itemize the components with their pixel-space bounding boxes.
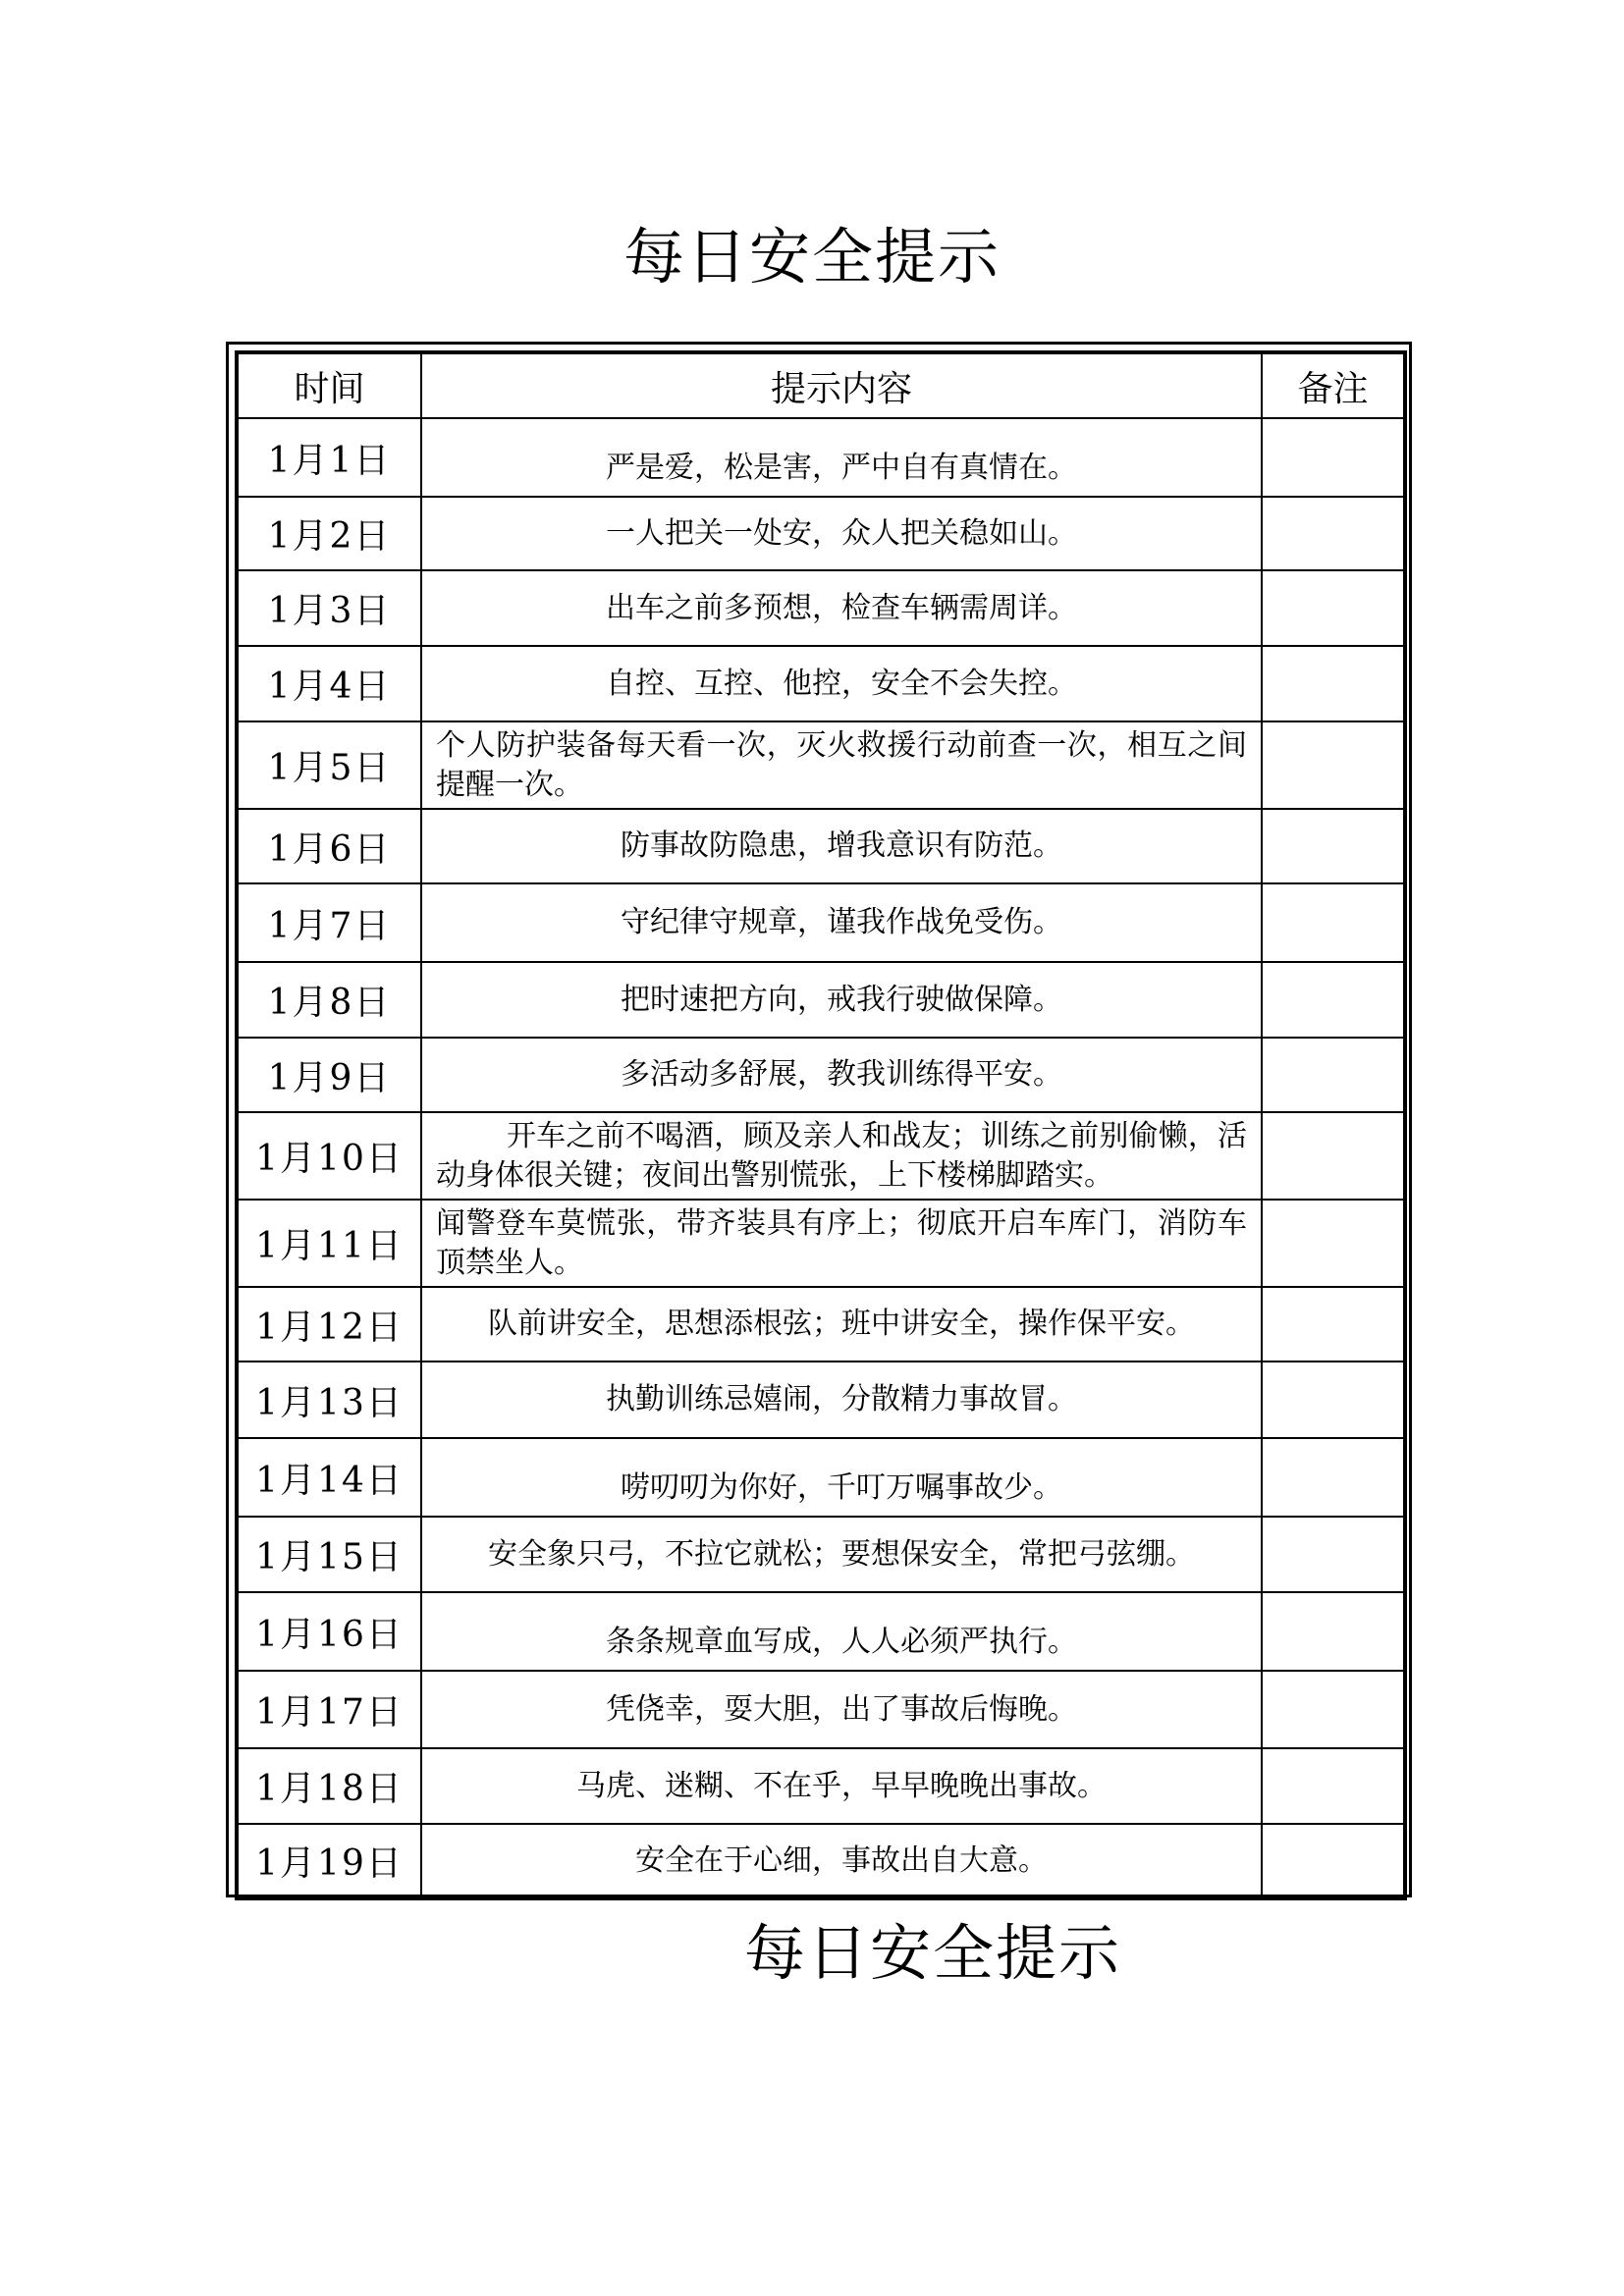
row-content: 自控、互控、他控，安全不会失控。 xyxy=(421,646,1262,721)
row-content: 严是爱，松是害，严中自有真情在。 xyxy=(421,418,1262,497)
table-row xyxy=(237,1592,1405,1671)
row-content: 队前讲安全，思想添根弦；班中讲安全，操作保平安。 xyxy=(421,1287,1262,1362)
row-note xyxy=(1262,1038,1405,1112)
row-note xyxy=(1262,1362,1405,1438)
row-note xyxy=(1262,497,1405,570)
row-date: 1月7日 xyxy=(237,883,421,962)
row-date: 1月15日 xyxy=(237,1517,421,1592)
row-date: 1月3日 xyxy=(237,570,421,646)
row-content: 条条规章血写成，人人必须严执行。 xyxy=(421,1592,1262,1671)
row-note xyxy=(1262,721,1405,809)
table-row xyxy=(237,1112,1405,1200)
row-date: 1月1日 xyxy=(237,418,421,497)
row-date: 1月6日 xyxy=(237,809,421,883)
table-row xyxy=(237,1362,1405,1438)
table-row xyxy=(237,1748,1405,1824)
table-header-row xyxy=(237,352,1405,418)
row-content: 凭侥幸，耍大胆，出了事故后悔晚。 xyxy=(421,1671,1262,1748)
row-content: 把时速把方向，戒我行驶做保障。 xyxy=(421,962,1262,1038)
row-note xyxy=(1262,1112,1405,1200)
table-row xyxy=(237,570,1405,646)
row-note xyxy=(1262,646,1405,721)
row-content: 出车之前多预想，检查车辆需周详。 xyxy=(421,570,1262,646)
row-note xyxy=(1262,1824,1405,1898)
row-content: 防事故防隐患，增我意识有防范。 xyxy=(421,809,1262,883)
table-row xyxy=(237,962,1405,1038)
row-date: 1月4日 xyxy=(237,646,421,721)
table-row xyxy=(237,418,1405,497)
page-title-repeat: 每日安全提示 xyxy=(744,1917,1122,1989)
row-date: 1月19日 xyxy=(237,1824,421,1898)
table-row xyxy=(237,809,1405,883)
table-row xyxy=(237,1038,1405,1112)
row-date: 1月16日 xyxy=(237,1592,421,1671)
row-content: 安全象只弓，不拉它就松；要想保安全，常把弓弦绷。 xyxy=(421,1517,1262,1592)
row-note xyxy=(1262,1200,1405,1287)
row-date: 1月11日 xyxy=(237,1200,421,1287)
row-note xyxy=(1262,809,1405,883)
row-date: 1月17日 xyxy=(237,1671,421,1748)
row-date: 1月12日 xyxy=(237,1287,421,1362)
row-content: 唠叨叨为你好，千叮万嘱事故少。 xyxy=(421,1438,1262,1517)
row-content: 开车之前不喝酒，顾及亲人和战友；训练之前别偷懒，活动身体很关键；夜间出警别慌张，上下楼梯脚踏实。 xyxy=(421,1112,1262,1200)
row-date: 1月18日 xyxy=(237,1748,421,1824)
row-note xyxy=(1262,418,1405,497)
row-note xyxy=(1262,1671,1405,1748)
table-row xyxy=(237,1671,1405,1748)
row-date: 1月8日 xyxy=(237,962,421,1038)
row-date: 1月9日 xyxy=(237,1038,421,1112)
row-content: 个人防护装备每天看一次，灭火救援行动前查一次，相互之间提醒一次。 xyxy=(421,721,1262,809)
row-date: 1月10日 xyxy=(237,1112,421,1200)
header-date: 时间 xyxy=(237,352,421,418)
table-row xyxy=(237,1438,1405,1517)
row-date: 1月14日 xyxy=(237,1438,421,1517)
table-row xyxy=(237,1287,1405,1362)
row-date: 1月13日 xyxy=(237,1362,421,1438)
row-content: 闻警登车莫慌张，带齐装具有序上；彻底开启车库门，消防车顶禁坐人。 xyxy=(421,1200,1262,1287)
row-note xyxy=(1262,1438,1405,1517)
row-note xyxy=(1262,962,1405,1038)
row-note xyxy=(1262,1287,1405,1362)
row-note xyxy=(1262,883,1405,962)
row-note xyxy=(1262,1592,1405,1671)
row-content: 执勤训练忌嬉闹，分散精力事故冒。 xyxy=(421,1362,1262,1438)
table-row xyxy=(237,883,1405,962)
table-row xyxy=(237,1824,1405,1898)
row-note xyxy=(1262,1517,1405,1592)
table-row xyxy=(237,497,1405,570)
row-content: 马虎、迷糊、不在乎，早早晚晚出事故。 xyxy=(421,1748,1262,1824)
row-date: 1月5日 xyxy=(237,721,421,809)
header-note: 备注 xyxy=(1262,352,1405,418)
row-content: 守纪律守规章，谨我作战免受伤。 xyxy=(421,883,1262,962)
header-content: 提示内容 xyxy=(421,352,1262,418)
row-date: 1月2日 xyxy=(237,497,421,570)
row-note xyxy=(1262,570,1405,646)
table-row xyxy=(237,721,1405,809)
row-content: 一人把关一处安，众人把关稳如山。 xyxy=(421,497,1262,570)
row-content: 安全在于心细，事故出自大意。 xyxy=(421,1824,1262,1898)
row-content: 多活动多舒展，教我训练得平安。 xyxy=(421,1038,1262,1112)
table-row xyxy=(237,646,1405,721)
page-title: 每日安全提示 xyxy=(623,221,1001,293)
table-row xyxy=(237,1517,1405,1592)
safety-tips-table xyxy=(235,350,1407,1900)
row-note xyxy=(1262,1748,1405,1824)
table-row xyxy=(237,1200,1405,1287)
